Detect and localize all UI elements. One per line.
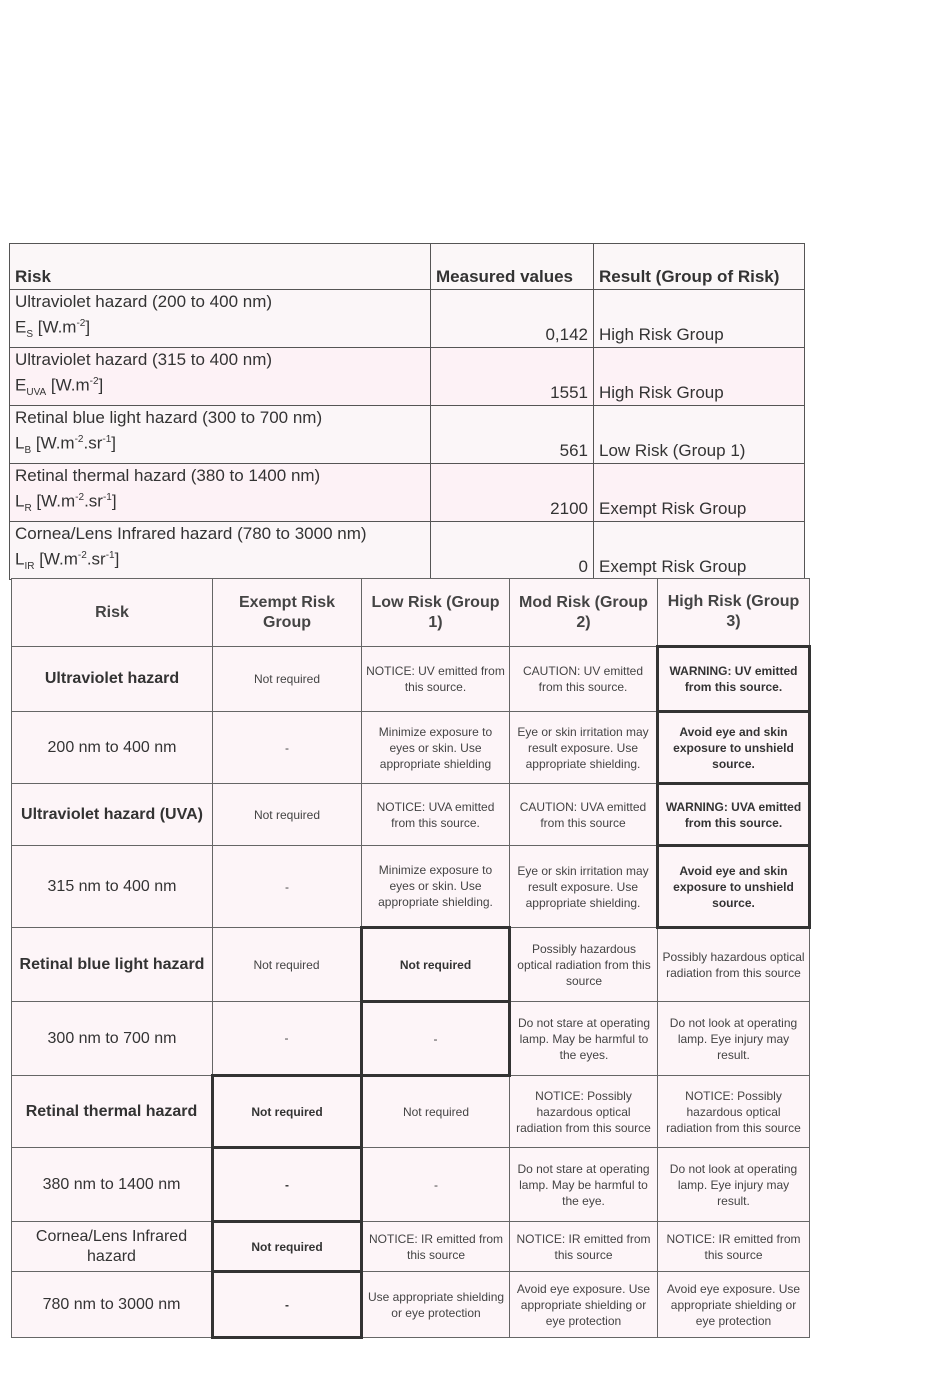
mod-risk-text: Eye or skin irritation may result exposure. Use appropriate shielding. bbox=[510, 712, 658, 784]
risk-unit: $L_B$ $[W.m^{-2}.sr^{-1}]$ bbox=[15, 433, 117, 457]
table-row bbox=[12, 1148, 810, 1222]
table-row bbox=[12, 784, 810, 846]
measured-values-table bbox=[9, 243, 805, 580]
low-risk-label: Not required bbox=[362, 1076, 510, 1148]
table-header-row bbox=[10, 244, 805, 290]
result-group: Low Risk (Group 1) bbox=[594, 406, 805, 464]
exempt-label: Not required bbox=[213, 647, 362, 712]
table-row bbox=[12, 928, 810, 1002]
risk-cell bbox=[10, 464, 431, 522]
measured-value: 561 bbox=[431, 406, 594, 464]
mod-risk-text: Avoid eye exposure. Use appropriate shielding or eye protection bbox=[510, 1272, 658, 1338]
risk-unit: $E_S$ $[W.m^{-2}]$ bbox=[15, 317, 91, 341]
result-group: High Risk Group bbox=[594, 348, 805, 406]
high-risk-text: Avoid eye and skin exposure to unshield source. bbox=[658, 846, 810, 928]
mod-risk-label: Possibly hazardous optical radiation from this source bbox=[510, 928, 658, 1002]
low-risk-label: NOTICE: UV emitted from this source. bbox=[362, 647, 510, 712]
table-row bbox=[12, 846, 810, 928]
high-risk-text: Do not look at operating lamp. Eye injury may result. bbox=[658, 1002, 810, 1076]
measured-value: 0 bbox=[431, 522, 594, 580]
header-exempt: Exempt Risk Group bbox=[213, 579, 362, 647]
high-risk-text: Avoid eye exposure. Use appropriate shielding or eye protection bbox=[658, 1272, 810, 1338]
risk-unit: $E_{UVA}$ $[W.m^{-2}]$ bbox=[15, 375, 104, 399]
table-row bbox=[12, 1076, 810, 1148]
exempt-label: Not required bbox=[213, 1076, 362, 1148]
risk-group-requirements-table bbox=[11, 578, 811, 1339]
low-risk-label: NOTICE: UVA emitted from this source. bbox=[362, 784, 510, 846]
high-risk-text: Do not look at operating lamp. Eye injury may result. bbox=[658, 1148, 810, 1222]
mod-risk-label: NOTICE: Possibly hazardous optical radiation from this source bbox=[510, 1076, 658, 1148]
risk-name: Ultraviolet hazard (315 to 400 nm) bbox=[15, 350, 273, 370]
risk-range: 300 nm to 700 nm bbox=[12, 1002, 213, 1076]
table-row bbox=[10, 290, 805, 348]
risk-unit: $L_{IR}$ $[W.m^{-2}.sr^{-1}]$ bbox=[15, 549, 120, 573]
header-low-risk: Low Risk (Group 1) bbox=[362, 579, 510, 647]
result-group: Exempt Risk Group bbox=[594, 522, 805, 580]
high-risk-text: Avoid eye and skin exposure to unshield source. bbox=[658, 712, 810, 784]
risk-range: 200 nm to 400 nm bbox=[12, 712, 213, 784]
result-group: Exempt Risk Group bbox=[594, 464, 805, 522]
header-mod-risk: Mod Risk (Group 2) bbox=[510, 579, 658, 647]
exempt-label: Not required bbox=[213, 1222, 362, 1272]
low-risk-label: Not required bbox=[362, 928, 510, 1002]
exempt-text: - bbox=[213, 1272, 362, 1338]
high-risk-label: NOTICE: Possibly hazardous optical radiation from this source bbox=[658, 1076, 810, 1148]
low-risk-text: - bbox=[362, 1002, 510, 1076]
high-risk-label: Possibly hazardous optical radiation from this source bbox=[658, 928, 810, 1002]
risk-range: 380 nm to 1400 nm bbox=[12, 1148, 213, 1222]
low-risk-text: Minimize exposure to eyes or skin. Use appropriate shielding bbox=[362, 712, 510, 784]
risk-name: Retinal thermal hazard (380 to 1400 nm) bbox=[15, 466, 321, 486]
table-row bbox=[12, 1272, 810, 1338]
result-group: High Risk Group bbox=[594, 290, 805, 348]
high-risk-label: NOTICE: IR emitted from this source bbox=[658, 1222, 810, 1272]
exempt-label: Not required bbox=[213, 928, 362, 1002]
header-measured-values: Measured values bbox=[431, 244, 594, 290]
mod-risk-text: Eye or skin irritation may result exposure. Use appropriate shielding. bbox=[510, 846, 658, 928]
measured-value: 0,142 bbox=[431, 290, 594, 348]
risk-title: Ultraviolet hazard (UVA) bbox=[12, 784, 213, 846]
measured-value: 1551 bbox=[431, 348, 594, 406]
table-row bbox=[12, 1002, 810, 1076]
table-row bbox=[10, 406, 805, 464]
low-risk-text: Use appropriate shielding or eye protection bbox=[362, 1272, 510, 1338]
header-risk: Risk bbox=[12, 579, 213, 647]
low-risk-label: NOTICE: IR emitted from this source bbox=[362, 1222, 510, 1272]
exempt-text: - bbox=[213, 712, 362, 784]
mod-risk-label: NOTICE: IR emitted from this source bbox=[510, 1222, 658, 1272]
risk-title: Ultraviolet hazard bbox=[12, 647, 213, 712]
risk-name: Retinal blue light hazard (300 to 700 nm) bbox=[15, 408, 323, 428]
risk-cell bbox=[10, 290, 431, 348]
table-row bbox=[10, 348, 805, 406]
exempt-text: - bbox=[213, 1002, 362, 1076]
exempt-text: - bbox=[213, 1148, 362, 1222]
measured-value: 2100 bbox=[431, 464, 594, 522]
header-high-risk: High Risk (Group 3) bbox=[658, 579, 810, 647]
risk-cell bbox=[10, 406, 431, 464]
table-row bbox=[12, 647, 810, 712]
risk-cell bbox=[10, 522, 431, 580]
risk-range: 780 nm to 3000 nm bbox=[12, 1272, 213, 1338]
low-risk-text: Minimize exposure to eyes or skin. Use appropriate shielding. bbox=[362, 846, 510, 928]
table-row bbox=[10, 464, 805, 522]
table-header-row bbox=[12, 579, 810, 647]
exempt-text: - bbox=[213, 846, 362, 928]
table-row bbox=[12, 1222, 810, 1272]
mod-risk-text: Do not stare at operating lamp. May be harmful to the eye. bbox=[510, 1148, 658, 1222]
exempt-label: Not required bbox=[213, 784, 362, 846]
high-risk-label: WARNING: UVA emitted from this source. bbox=[658, 784, 810, 846]
risk-name: Cornea/Lens Infrared hazard (780 to 3000 nm) bbox=[15, 524, 367, 544]
risk-title: Retinal blue light hazard bbox=[12, 928, 213, 1002]
risk-title: Retinal thermal hazard bbox=[12, 1076, 213, 1148]
header-result: Result (Group of Risk) bbox=[594, 244, 805, 290]
low-risk-text: - bbox=[362, 1148, 510, 1222]
risk-title: Cornea/Lens Infrared hazard bbox=[12, 1222, 213, 1272]
risk-range: 315 nm to 400 nm bbox=[12, 846, 213, 928]
mod-risk-label: CAUTION: UVA emitted from this source bbox=[510, 784, 658, 846]
high-risk-label: WARNING: UV emitted from this source. bbox=[658, 647, 810, 712]
risk-name: Ultraviolet hazard (200 to 400 nm) bbox=[15, 292, 273, 311]
mod-risk-label: CAUTION: UV emitted from this source. bbox=[510, 647, 658, 712]
table-row bbox=[10, 522, 805, 580]
header-risk: Risk bbox=[10, 244, 431, 290]
mod-risk-text: Do not stare at operating lamp. May be harmful to the eyes. bbox=[510, 1002, 658, 1076]
risk-unit: $L_R$ $[W.m^{-2}.sr^{-1}]$ bbox=[15, 491, 117, 515]
risk-cell bbox=[10, 348, 431, 406]
table-row bbox=[12, 712, 810, 784]
